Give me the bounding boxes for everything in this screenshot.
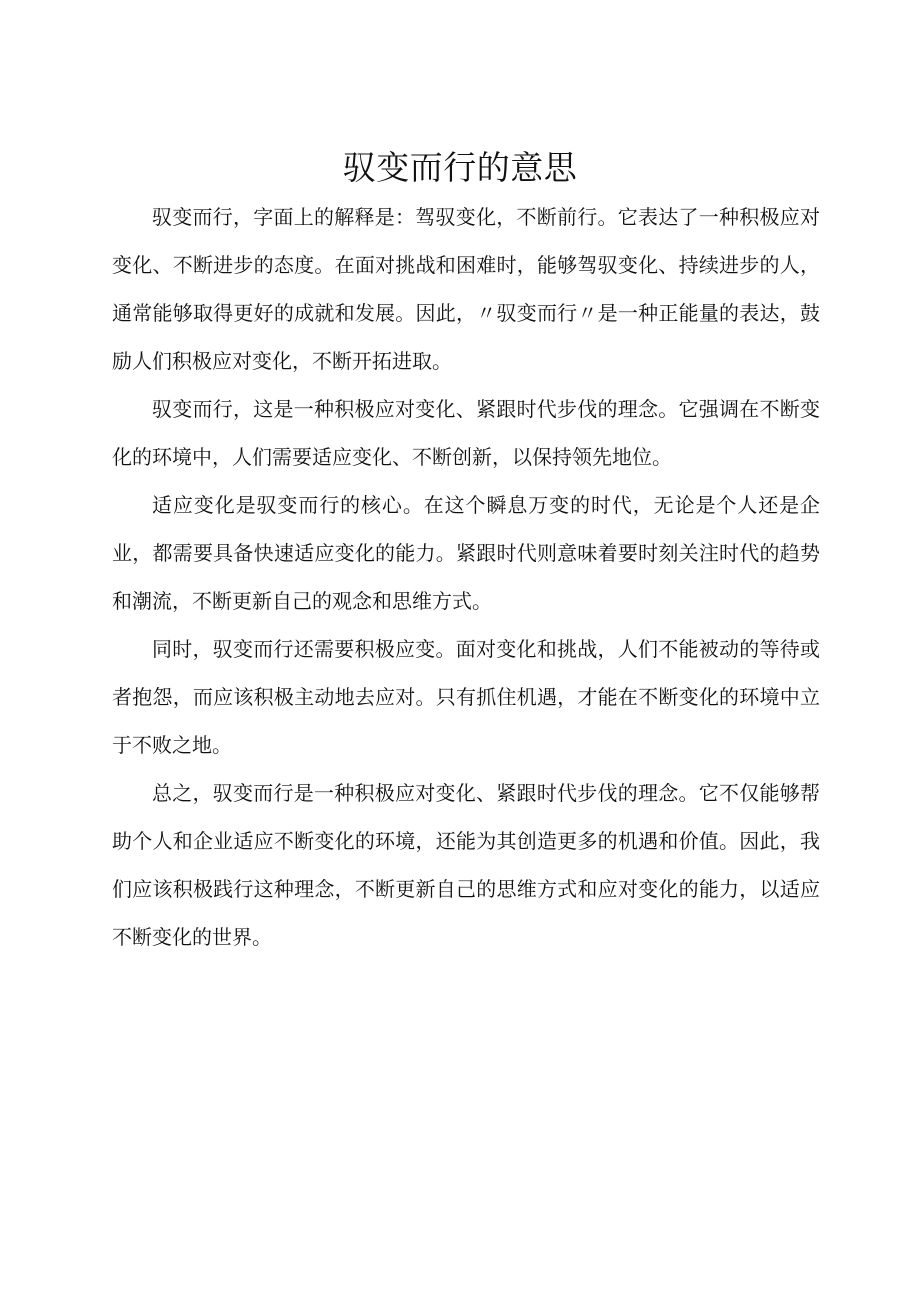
paragraph-4: 同时，驭变而行还需要积极应变。面对变化和挑战，人们不能被动的等待或者抱怨，而应该积极主动地去应对。只有抓住机遇，才能在不断变化的环境中立于不败之地。 bbox=[112, 637, 820, 757]
document-title: 驭变而行的意思 bbox=[342, 148, 578, 188]
paragraph-1: 驭变而行，字面上的解释是：驾驭变化，不断前行。它表达了一种积极应对变化、不断进步的态度。在面对挑战和困难时，能够驾驭变化、持续进步的人，通常能够取得更好的成就和发展。因此，〃驭变而行〃是一种正能量的表达，鼓励人们积极应对变化，不断开拓进取。 bbox=[112, 205, 820, 373]
paragraph-3: 适应变化是驭变而行的核心。在这个瞬息万变的时代，无论是个人还是企业，都需要具备快速适应变化的能力。紧跟时代则意味着要时刻关注时代的趋势和潮流，不断更新自己的观念和思维方式。 bbox=[112, 493, 820, 613]
document-body bbox=[112, 193, 820, 961]
paragraph-2: 驭变而行，这是一种积极应对变化、紧跟时代步伐的理念。它强调在不断变化的环境中，人们需要适应变化、不断创新，以保持领先地位。 bbox=[112, 397, 820, 469]
paragraph-5: 总之，驭变而行是一种积极应对变化、紧跟时代步伐的理念。它不仅能够帮助个人和企业适应不断变化的环境，还能为其创造更多的机遇和价值。因此，我们应该积极践行这种理念，不断更新自己的思维方式和应对变化的能力，以适应不断变化的世界。 bbox=[112, 781, 820, 949]
